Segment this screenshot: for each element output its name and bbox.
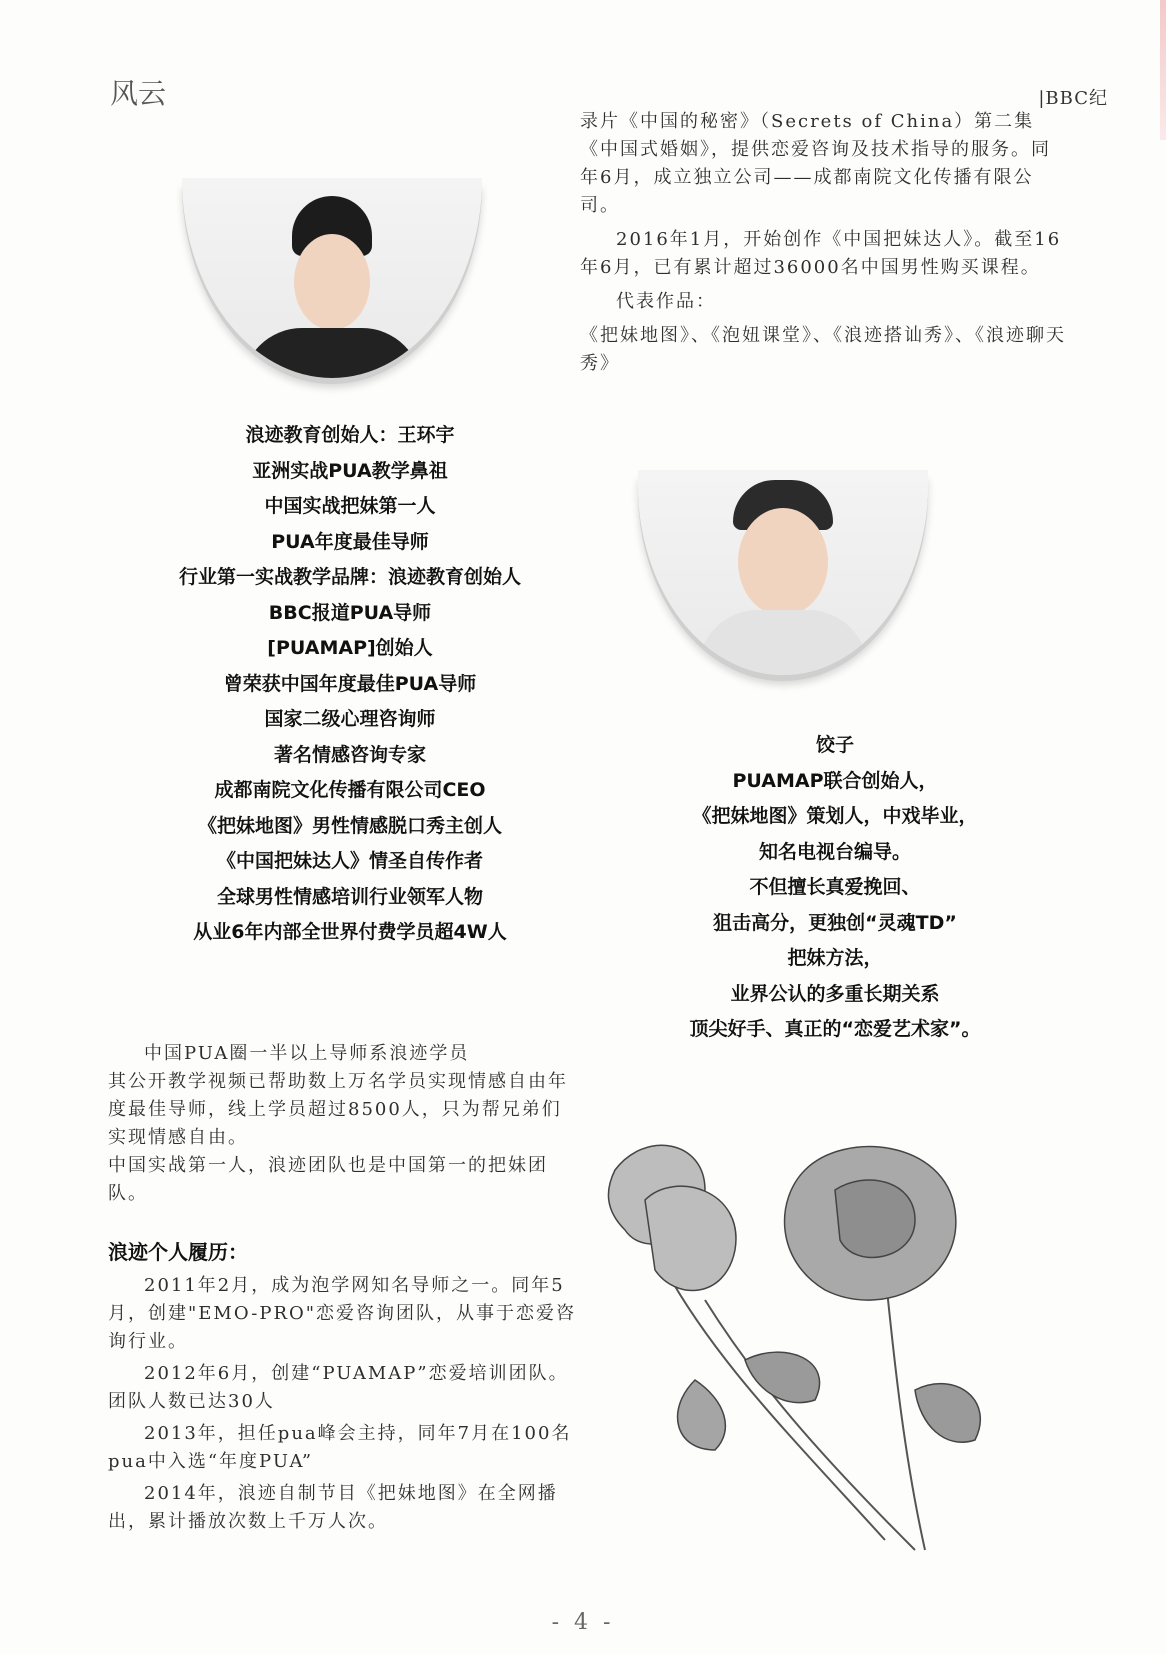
resume-text: [108, 1272, 578, 1540]
title-line: 顶尖好手、真正的“恋爱艺术家”。: [689, 1018, 981, 1040]
title-line: 从业6年内部全世界付费学员超4W人: [193, 921, 507, 943]
title-line: 全球男性情感培训行业领军人物: [216, 885, 483, 908]
title-line: 亚洲实战PUA教学鼻祖: [252, 459, 448, 482]
leaf: [745, 1352, 820, 1402]
right-column-text: [580, 108, 1070, 384]
portrait-frame: [182, 178, 482, 378]
title-line: 成都南院文化传播有限公司CEO: [214, 779, 486, 801]
title-line: 《把妹地图》男性情感脱口秀主创人: [197, 814, 502, 837]
title-line: 不但擅长真爱挽回、: [749, 876, 921, 898]
shirt-shape: [698, 610, 868, 675]
title-line: 狙击高分，更独创“灵魂TD”: [713, 911, 957, 934]
paragraph: 2016年1月，开始创作《中国把妹达人》。截至16年6月，已有累计超过36000名中国男性购买课程。: [580, 229, 1062, 278]
title-line: 知名电视台编导。: [758, 840, 911, 863]
title-line: PUAMAP联合创始人，: [732, 769, 938, 792]
portrait-frame: [638, 470, 928, 675]
rose-bud: [645, 1186, 736, 1290]
paragraph: 其公开教学视频已帮助数上万名学员实现情感自由年度最佳导师，线上学员超过8500人，只为帮兄弟们实现情感自由。: [108, 1071, 568, 1148]
title-line: 国家二级心理咨询师: [264, 708, 436, 730]
title-line: 《把妹地图》策划人，中戏毕业，: [692, 805, 978, 827]
portrait-2: [638, 470, 928, 675]
portrait-1: [182, 178, 482, 378]
title-line: 把妹方法，: [787, 947, 883, 969]
paragraph: 2013年，担任pua峰会主持，同年7月在100名pua中入选“年度PUA”: [108, 1423, 572, 1472]
leaf: [915, 1384, 980, 1443]
paragraph: 《把妹地图》、《泡妞课堂》、《浪迹搭讪秀》、《浪迹聊天秀》: [580, 325, 1066, 374]
stem-line: [705, 1300, 915, 1550]
intro-text: [108, 1040, 578, 1208]
face-shape: [294, 234, 370, 330]
paragraph: 2011年2月，成为泡学网知名导师之一。同年5月，创建"EMO-PRO"恋爱咨询团队，从事于恋爱咨询行业。: [108, 1275, 577, 1352]
paragraph: 2012年6月，创建“PUAMAP”恋爱培训团队。团队人数已达30人: [108, 1363, 569, 1412]
resume-heading: 浪迹个人履历：: [108, 1240, 248, 1264]
title-line: 《中国把妹达人》情圣自传作者: [216, 850, 483, 872]
title-line: 浪迹教育创始人：王环宇: [245, 424, 455, 446]
shirt-shape: [242, 328, 422, 378]
founder-titles: [130, 418, 570, 951]
page-edge-mark: [1160, 0, 1166, 140]
section-title: 风云: [110, 77, 167, 110]
title-line: PUA年度最佳导师: [271, 530, 429, 553]
rose-illustration: [585, 1130, 1025, 1560]
title-line: BBC报道PUA导师: [268, 601, 432, 624]
paragraph: 2014年，浪迹自制节目《把妹地图》在全网播出，累计播放次数上千万人次。: [108, 1483, 558, 1532]
cofounder-titles: [620, 728, 1050, 1048]
page-number: - 4 -: [551, 1610, 615, 1635]
rose-petal: [835, 1180, 915, 1257]
continued-text: |BBC纪: [1038, 88, 1108, 109]
stem-line: [885, 1270, 925, 1550]
paragraph: 中国实战第一人，浪迹团队也是中国第一的把妹团队。: [108, 1155, 548, 1204]
title-line: 饺子: [815, 734, 854, 756]
paragraph: 录片《中国的秘密》（Secrets of China）第二集《中国式婚姻》，提供恋爱咨询及技术指导的服务。同年6月，成立独立公司——成都南院文化传播有限公司。: [580, 111, 1051, 216]
title-line: 行业第一实战教学品牌：浪迹教育创始人: [178, 566, 521, 588]
paragraph: 中国PUA圈一半以上导师系浪迹学员: [144, 1043, 470, 1064]
title-line: 曾荣获中国年度最佳PUA导师: [223, 672, 477, 695]
leaf: [678, 1380, 726, 1450]
title-line: [PUAMAP]创始人: [267, 637, 433, 659]
title-line: 著名情感咨询专家: [273, 743, 426, 766]
face-shape: [738, 508, 828, 616]
paragraph: 代表作品：: [616, 291, 716, 312]
title-line: 中国实战把妹第一人: [264, 495, 436, 517]
title-line: 业界公认的多重长期关系: [730, 982, 940, 1005]
